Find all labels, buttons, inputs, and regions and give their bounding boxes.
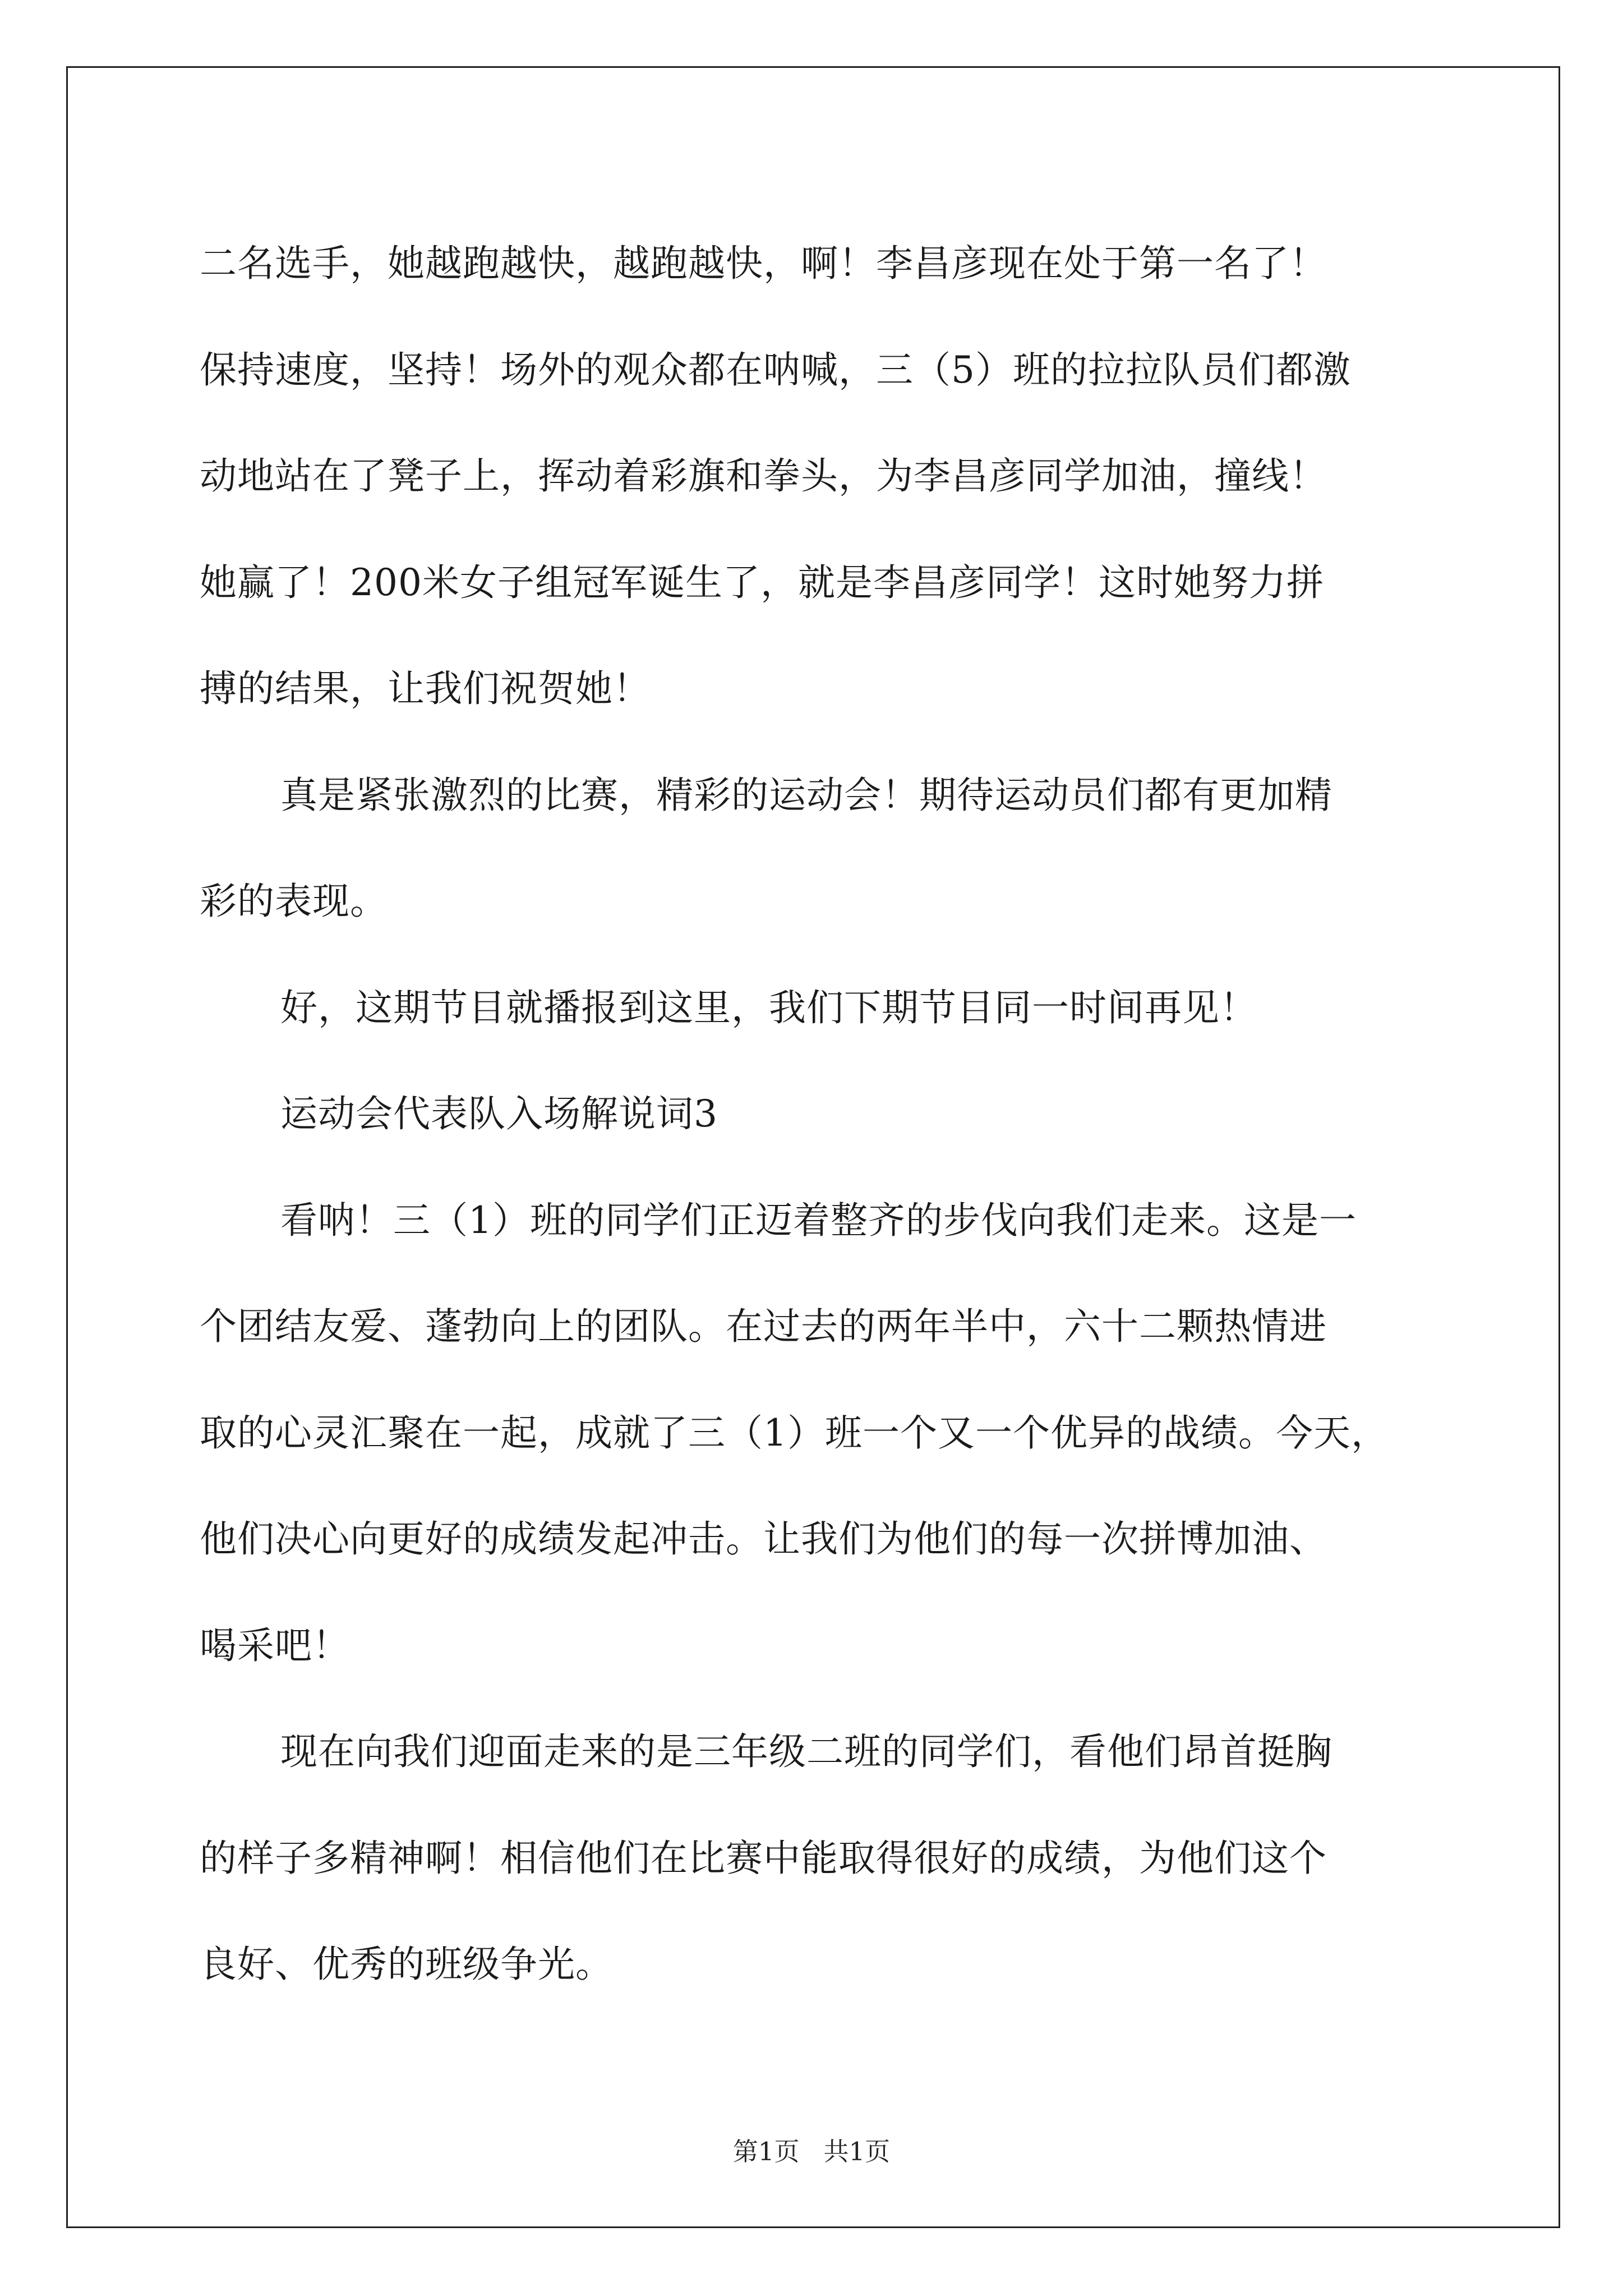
text-line-6: 真是紧张激烈的比赛，精彩的运动会！期待运动员们都有更加精 bbox=[280, 773, 1332, 817]
text-line-16: 的样子多精神啊！相信他们在比赛中能取得很好的成绩，为他们这个 bbox=[200, 1836, 1327, 1880]
text-line-10: 看呐！三（1）班的同学们正迈着整齐的步伐向我们走来。这是一 bbox=[280, 1198, 1357, 1242]
document-body bbox=[200, 210, 1428, 2018]
text-line-7: 彩的表现。 bbox=[200, 880, 388, 923]
text-line-3: 动地站在了凳子上，挥动着彩旗和拳头，为李昌彦同学加油，撞线！ bbox=[200, 454, 1327, 498]
page-total: 共1页 bbox=[823, 2137, 891, 2166]
text-line-11: 个团结友爱、蓬勃向上的团队。在过去的两年半中，六十二颗热情进 bbox=[200, 1305, 1327, 1348]
text-line-12: 取的心灵汇聚在一起，成就了三（1）班一个又一个优异的战绩。今天， bbox=[200, 1411, 1389, 1455]
text-line-5: 搏的结果，让我们祝贺她！ bbox=[200, 667, 651, 710]
text-line-13: 他们决心向更好的成绩发起冲击。让我们为他们的每一次拼博加油、 bbox=[200, 1517, 1327, 1561]
text-line-8: 好，这期节目就播报到这里，我们下期节目同一时间再见！ bbox=[280, 986, 1257, 1029]
page-number: 第1页 bbox=[732, 2137, 800, 2166]
text-line-14: 喝采吧！ bbox=[200, 1623, 350, 1667]
section-heading: 运动会代表队入场解说词3 bbox=[280, 1092, 718, 1135]
text-line-2: 保持速度，坚持！场外的观众都在呐喊，三（5）班的拉拉队员们都激 bbox=[200, 348, 1351, 392]
text-line-4: 她赢了！200米女子组冠军诞生了，就是李昌彦同学！这时她努力拼 bbox=[200, 560, 1324, 604]
text-line-1: 二名选手，她越跑越快，越跑越快，啊！李昌彦现在处于第一名了！ bbox=[200, 242, 1327, 285]
page-footer bbox=[0, 2135, 1623, 2169]
text-line-15: 现在向我们迎面走来的是三年级二班的同学们，看他们昂首挺胸 bbox=[280, 1730, 1332, 1773]
text-line-17: 良好、优秀的班级争光。 bbox=[200, 1943, 613, 1986]
